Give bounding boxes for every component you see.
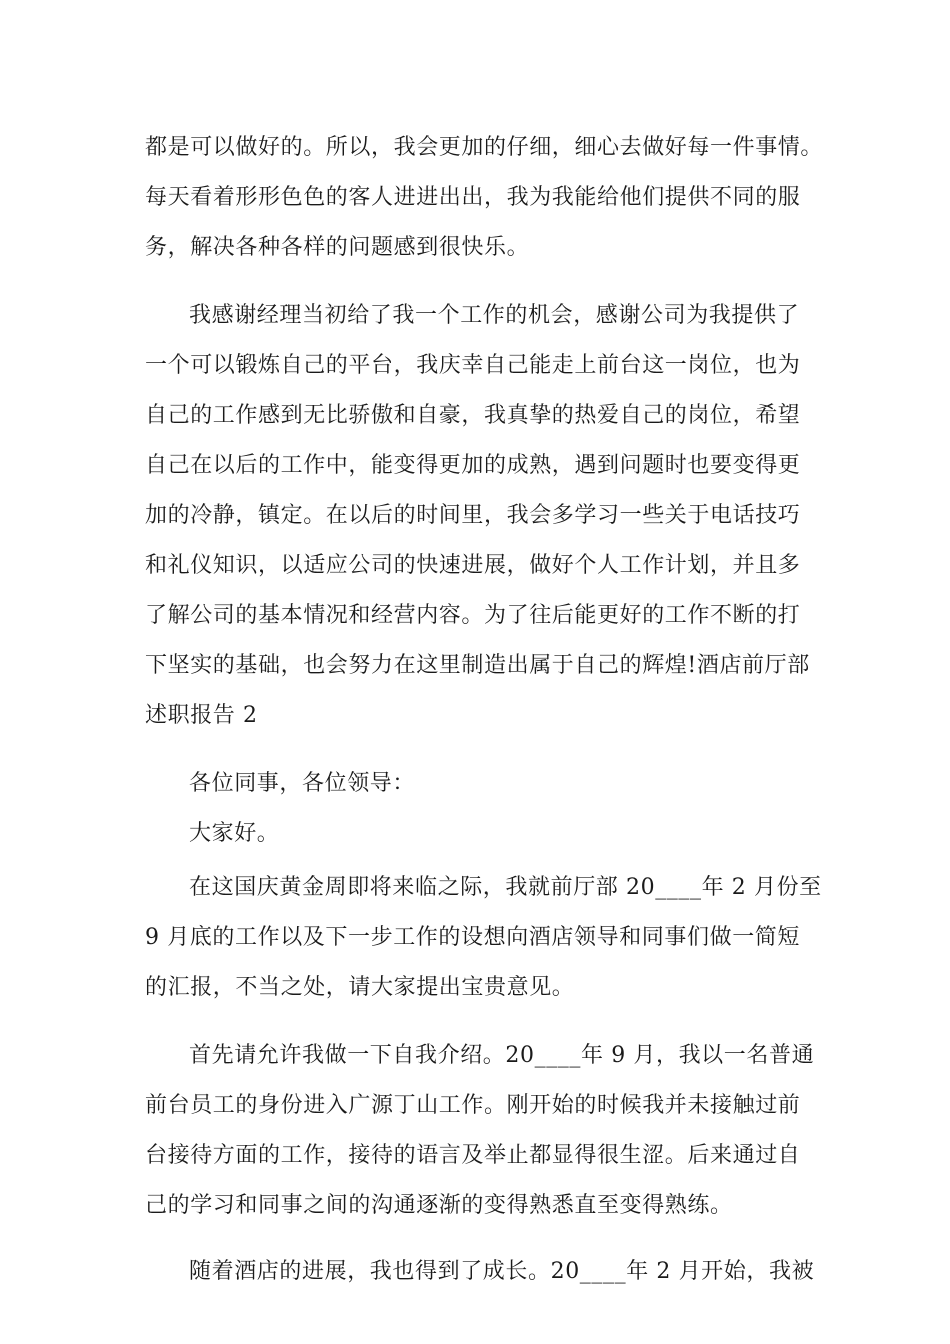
text-line: 和礼仪知识，以适应公司的快速进展，做好个人工作计划，并且多 <box>145 553 801 578</box>
text-line: 台接待方面的工作，接待的语言及举止都显得很生涩。后来通过自 <box>145 1143 801 1168</box>
text-line: 自己的工作感到无比骄傲和自豪，我真挚的热爱自己的岗位，希望 <box>145 403 801 428</box>
greeting: 大家好。 <box>189 821 280 846</box>
text-line: 都是可以做好的。所以，我会更加的仔细，细心去做好每一件事情。 <box>145 135 824 160</box>
salutation: 各位同事，各位领导： <box>189 771 416 796</box>
text-line: 务，解决各种各样的问题感到很快乐。 <box>145 235 530 260</box>
paragraph-first-line: 在这国庆黄金周即将来临之际，我就前厅部 20____年 2 月份至 <box>189 875 822 900</box>
paragraph-first-line: 随着酒店的进展，我也得到了成长。20____年 2 月开始，我被 <box>189 1259 815 1284</box>
text-line: 下坚实的基础，也会努力在这里制造出属于自己的辉煌!酒店前厅部 <box>145 653 810 678</box>
text-line: 了解公司的基本情况和经营内容。为了往后能更好的工作不断的打 <box>145 603 801 628</box>
paragraph-first-line: 我感谢经理当初给了我一个工作的机会，感谢公司为我提供了 <box>189 303 800 328</box>
text-line: 自己在以后的工作中，能变得更加的成熟，遇到问题时也要变得更 <box>145 453 801 478</box>
section-title: 述职报告 2 <box>145 703 258 728</box>
text-line: 己的学习和同事之间的沟通逐渐的变得熟悉直至变得熟练。 <box>145 1193 733 1218</box>
text-line: 加的冷静，镇定。在以后的时间里，我会多学习一些关于电话技巧 <box>145 503 801 528</box>
text-line: 每天看着形形色色的客人进进出出，我为我能给他们提供不同的服 <box>145 185 801 210</box>
paragraph-first-line: 首先请允许我做一下自我介绍。20____年 9 月，我以一名普通 <box>189 1043 815 1068</box>
text-line: 前台员工的身份进入广源丁山工作。刚开始的时候我并未接触过前 <box>145 1093 801 1118</box>
text-line: 的汇报，不当之处，请大家提出宝贵意见。 <box>145 975 575 1000</box>
text-line: 9 月底的工作以及下一步工作的设想向酒店领导和同事们做一简短 <box>145 925 800 950</box>
text-line: 一个可以锻炼自己的平台，我庆幸自己能走上前台这一岗位，也为 <box>145 353 801 378</box>
